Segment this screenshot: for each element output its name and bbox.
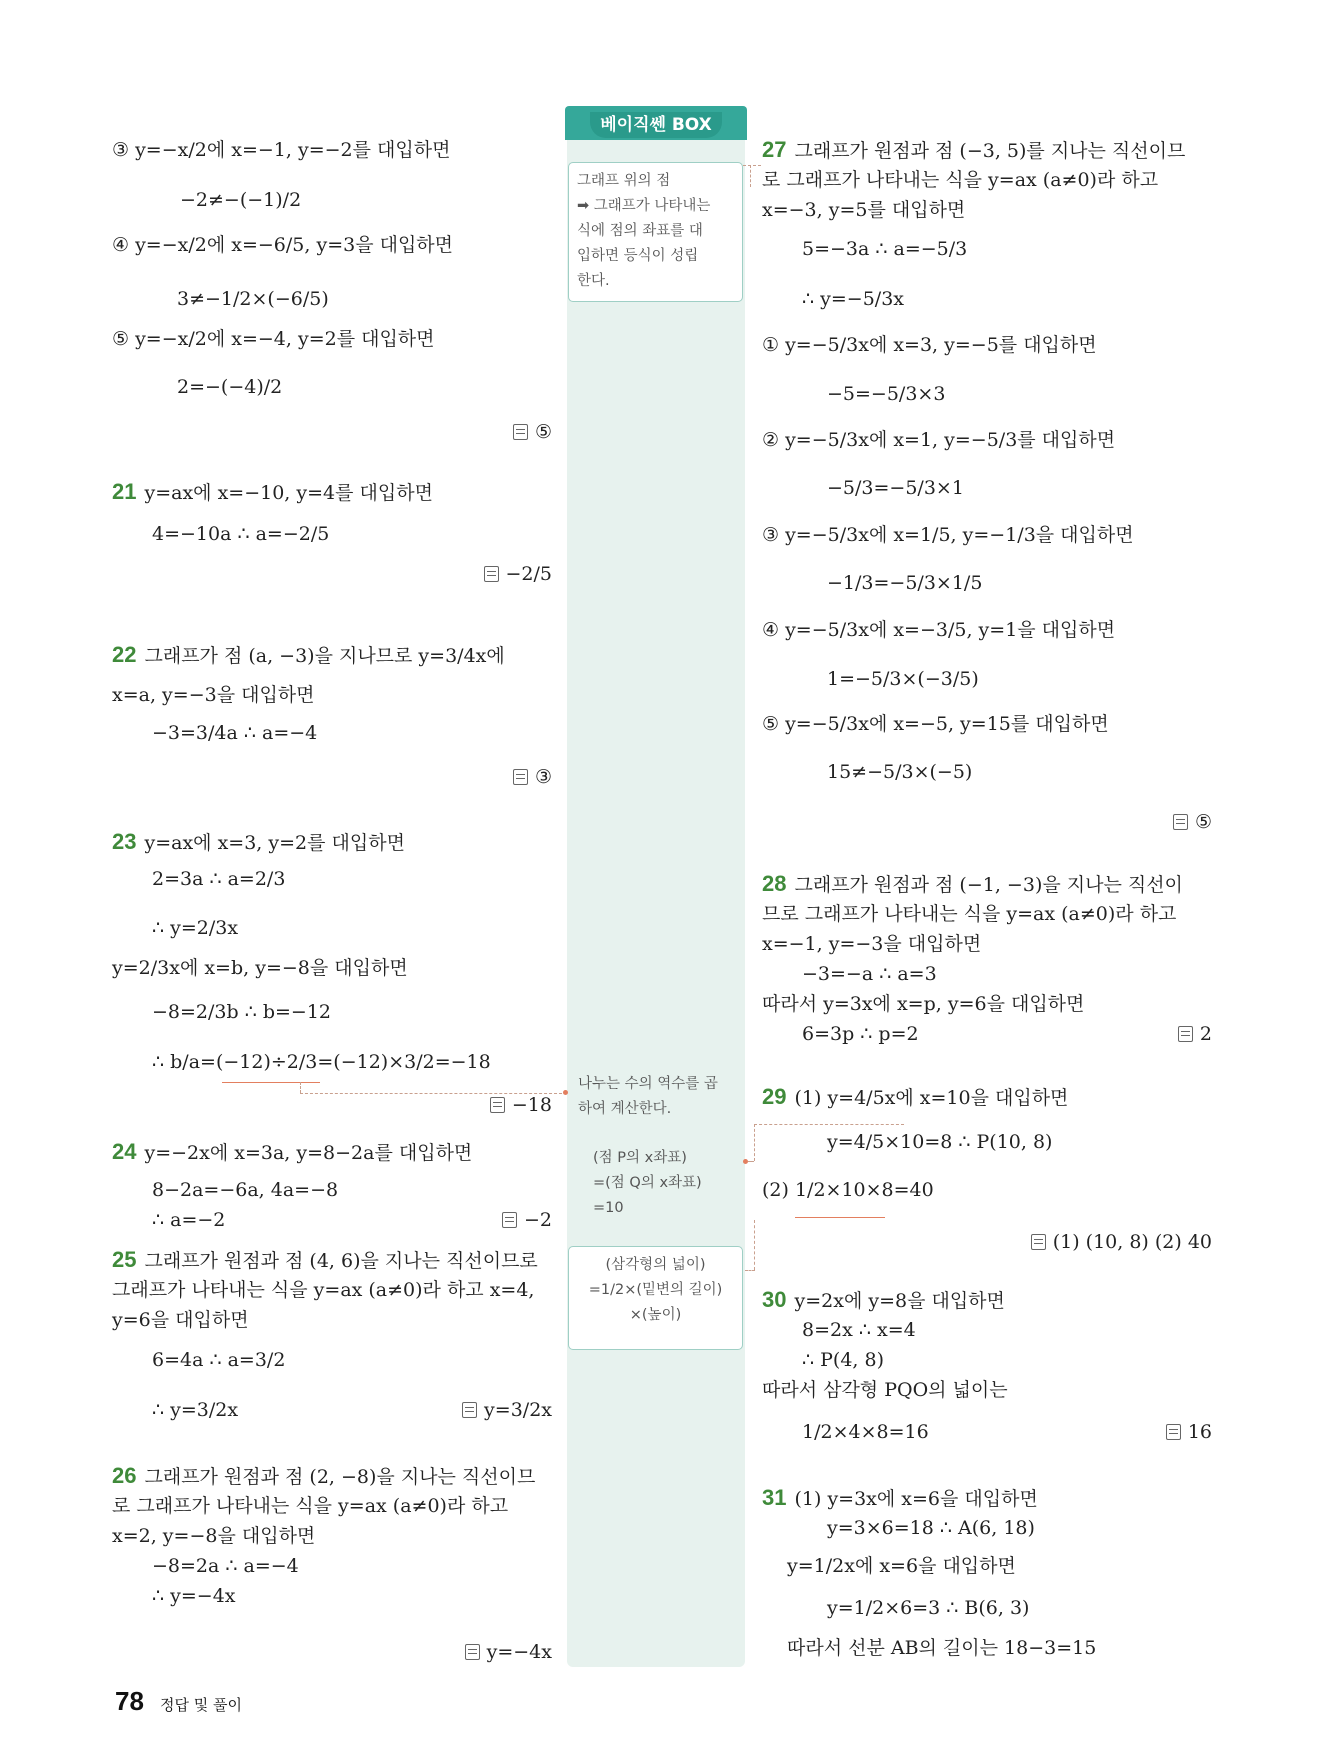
basic-box-column (567, 112, 745, 1667)
note-line: 식에 점의 좌표를 대 (577, 223, 703, 239)
note-line: ×(높이) (629, 1307, 682, 1323)
connector-dot (563, 1090, 568, 1095)
connector-line (748, 1161, 754, 1162)
box-title: 베이직쎈 BOX (590, 112, 722, 138)
answer-icon (502, 1212, 517, 1228)
problem-text: 그래프가 원점과 점 (−1, −3)을 지나는 직선이 (794, 874, 1183, 896)
solution-line: 5=−3a ∴ a=−5/3 (802, 238, 968, 260)
solution-line: 6=4a ∴ a=3/2 (152, 1349, 286, 1371)
solution-line: −8=2a ∴ a=−4 (152, 1555, 299, 1577)
solution-line: x=−1, y=−3을 대입하면 (762, 933, 982, 955)
problem-number: 21 (112, 479, 137, 504)
solution-line: 1=−5/3×(−3/5) (827, 668, 979, 690)
solution-line: ⑤ y=−5/3x에 x=−5, y=15를 대입하면 (762, 713, 1109, 735)
answer-icon (484, 566, 499, 582)
problem-text: y=2x에 y=8을 대입하면 (794, 1290, 1005, 1312)
answer-value: 2 (1199, 1023, 1212, 1045)
connector-line (745, 1270, 755, 1271)
solution-line: ② y=−5/3x에 x=1, y=−5/3를 대입하면 (762, 429, 1116, 451)
problem-heading (762, 1486, 1038, 1511)
problem-number: 26 (112, 1463, 137, 1488)
note-line: =(점 Q의 x좌표) (593, 1175, 702, 1191)
problem-number: 25 (112, 1247, 137, 1272)
problem-text: 그래프가 원점과 점 (−3, 5)를 지나는 직선이므 (794, 140, 1186, 162)
answer-value: −18 (511, 1094, 552, 1116)
answer-value: ⑤ (1194, 811, 1212, 833)
box-note-triangle-area (568, 1246, 743, 1350)
solution-line: −1/3=−5/3×1/5 (827, 572, 983, 594)
problem-number: 31 (762, 1485, 787, 1510)
problem-heading (112, 643, 505, 668)
problem-text: 그래프가 원점과 점 (2, −8)을 지나는 직선이므 (144, 1466, 536, 1488)
solution-line: 1/2×4×8=16 (802, 1421, 929, 1443)
connector-line (754, 1220, 755, 1270)
answer-icon (1166, 1424, 1181, 1440)
answer-icon (513, 769, 528, 785)
answer-icon (1178, 1026, 1193, 1042)
problem-heading (762, 138, 1185, 163)
problem-heading (762, 872, 1183, 897)
solution-line: 15≠−5/3×(−5) (827, 761, 973, 783)
problem-heading (112, 830, 405, 855)
problem-heading (112, 1248, 538, 1273)
answer-icon (513, 424, 528, 440)
solution-line: 그래프가 나타내는 식을 y=ax (a≠0)라 하고 x=4, (112, 1279, 535, 1301)
solution-line: 3≠−1/2×(−6/5) (177, 288, 329, 310)
note-line: =1/2×(밑변의 길이) (588, 1282, 723, 1298)
solution-line: y=3×6=18 ∴ A(6, 18) (827, 1517, 1035, 1539)
problem-text: y=−2x에 x=3a, y=8−2a를 대입하면 (144, 1142, 473, 1164)
answer-mark (465, 1640, 552, 1664)
note-line: 한다. (577, 273, 610, 289)
underline-mark (795, 1217, 885, 1218)
answer-mark (1178, 1022, 1212, 1046)
answer-mark (502, 1208, 552, 1232)
answer-value: y=−4x (486, 1641, 552, 1663)
solution-line: ∴ y=3/2x (152, 1399, 239, 1421)
solution-line: x=−3, y=5를 대입하면 (762, 199, 966, 221)
answer-value: ③ (534, 766, 552, 788)
box-note-x-coordinate (593, 1146, 743, 1221)
solution-line: 2=3a ∴ a=2/3 (152, 868, 286, 890)
problem-heading (762, 1085, 1068, 1110)
solution-line: 따라서 y=3x에 x=p, y=6을 대입하면 (762, 993, 1085, 1015)
problem-number: 27 (762, 137, 787, 162)
problem-number: 29 (762, 1084, 787, 1109)
answer-mark (484, 562, 553, 586)
problem-text: y=ax에 x=−10, y=4를 대입하면 (144, 482, 433, 504)
connector-line (754, 1124, 755, 1161)
answer-mark (513, 765, 552, 789)
note-line: =10 (593, 1200, 624, 1216)
problem-heading (112, 1464, 535, 1489)
answer-icon (1031, 1234, 1046, 1250)
problem-number: 28 (762, 871, 787, 896)
problem-text: (1) y=3x에 x=6을 대입하면 (794, 1488, 1038, 1510)
solution-line: x=2, y=−8을 대입하면 (112, 1525, 316, 1547)
problem-text: y=ax에 x=3, y=2를 대입하면 (144, 832, 405, 854)
solution-line: 므로 그래프가 나타내는 식을 y=ax (a≠0)라 하고 (762, 903, 1177, 925)
answer-mark (1173, 810, 1212, 834)
solution-line: y=1/2×6=3 ∴ B(6, 3) (827, 1597, 1030, 1619)
answer-icon (462, 1402, 477, 1418)
solution-line: ③ y=−5/3x에 x=1/5, y=−1/3을 대입하면 (762, 524, 1134, 546)
solution-line: ① y=−5/3x에 x=3, y=−5를 대입하면 (762, 334, 1097, 356)
answer-mark (1166, 1420, 1212, 1444)
answer-value: (1) (10, 8) (2) 40 (1052, 1231, 1212, 1253)
solution-line: (2) 1/2×10×8=40 (762, 1179, 934, 1201)
note-line: (삼각형의 넓이) (605, 1257, 706, 1273)
solution-line: ④ y=−5/3x에 x=−3/5, y=1을 대입하면 (762, 619, 1116, 641)
solution-line: ∴ b/a=(−12)÷2/3=(−12)×3/2=−18 (152, 1051, 491, 1073)
connector-line (743, 165, 761, 166)
answer-value: −2/5 (505, 563, 552, 585)
solution-line: 따라서 선분 AB의 길이는 18−3=15 (787, 1637, 1097, 1659)
solution-line: 따라서 삼각형 PQO의 넓이는 (762, 1379, 1008, 1401)
note-line: 그래프 위의 점 (577, 173, 671, 189)
solution-line: 2=−(−4)/2 (177, 376, 283, 398)
page-number: 78 (115, 1686, 144, 1716)
answer-icon (490, 1097, 505, 1113)
problem-text: 그래프가 점 (a, −3)을 지나므로 y=3/4x에 (144, 645, 505, 667)
solution-line: −5=−5/3×3 (827, 383, 946, 405)
answer-value: −2 (523, 1209, 552, 1231)
solution-line: x=a, y=−3을 대입하면 (112, 684, 315, 706)
answer-icon (465, 1644, 480, 1660)
answer-mark (462, 1398, 552, 1422)
solution-line: ∴ y=2/3x (152, 917, 239, 939)
solution-line: y=4/5×10=8 ∴ P(10, 8) (827, 1131, 1053, 1153)
note-line: (점 P의 x좌표) (593, 1150, 687, 1166)
answer-mark (1031, 1230, 1212, 1254)
solution-line: ∴ y=−5/3x (802, 288, 904, 310)
solution-line: y=1/2x에 x=6을 대입하면 (787, 1555, 1016, 1577)
solution-line: −3=−a ∴ a=3 (802, 963, 937, 985)
solution-line: 6=3p ∴ p=2 (802, 1023, 919, 1045)
answer-icon (1173, 814, 1188, 830)
solution-line: 로 그래프가 나타내는 식을 y=ax (a≠0)라 하고 (762, 169, 1159, 191)
answer-value: ⑤ (534, 421, 552, 443)
solution-line: −2≠−(−1)/2 (180, 189, 302, 211)
connector-line (754, 1124, 904, 1125)
solution-line: −5/3=−5/3×1 (827, 477, 964, 499)
solution-line: ∴ P(4, 8) (802, 1349, 884, 1371)
solution-line: −3=3/4a ∴ a=−4 (152, 722, 318, 744)
solution-line: ④ y=−x/2에 x=−6/5, y=3을 대입하면 (112, 234, 454, 256)
answer-mark (490, 1093, 552, 1117)
connector-line (300, 1082, 301, 1093)
box-note-graph-point (568, 162, 743, 302)
solution-line: y=2/3x에 x=b, y=−8을 대입하면 (112, 957, 408, 979)
solution-line: 로 그래프가 나타내는 식을 y=ax (a≠0)라 하고 (112, 1495, 509, 1517)
problem-number: 24 (112, 1139, 137, 1164)
underline-mark (222, 1082, 320, 1083)
solution-line: ③ y=−x/2에 x=−1, y=−2를 대입하면 (112, 139, 451, 161)
problem-heading (762, 1288, 1005, 1313)
note-line: 하여 계산한다. (578, 1101, 672, 1117)
problem-text: (1) y=4/5x에 x=10을 대입하면 (794, 1087, 1069, 1109)
problem-number: 23 (112, 829, 137, 854)
connector-line (750, 165, 751, 187)
box-note-reciprocal (578, 1072, 743, 1122)
problem-number: 22 (112, 642, 137, 667)
note-line: 입하면 등식이 성립 (577, 248, 699, 264)
answer-value: y=3/2x (484, 1399, 552, 1421)
page-footer-label: 정답 및 풀이 (160, 1696, 242, 1714)
solution-line: 4=−10a ∴ a=−2/5 (152, 523, 330, 545)
solution-line: ∴ a=−2 (152, 1209, 226, 1231)
problem-heading (112, 480, 433, 505)
solution-line: −8=2/3b ∴ b=−12 (152, 1001, 332, 1023)
note-line: ➡ 그래프가 나타내는 (577, 198, 711, 214)
solution-line: 8−2a=−6a, 4a=−8 (152, 1179, 339, 1201)
solution-line: y=6을 대입하면 (112, 1309, 249, 1331)
answer-value: 16 (1187, 1421, 1212, 1443)
note-line: 나누는 수의 역수를 곱 (578, 1076, 718, 1092)
problem-text: 그래프가 원점과 점 (4, 6)을 지나는 직선이므로 (144, 1250, 538, 1272)
problem-number: 30 (762, 1287, 787, 1312)
problem-heading (112, 1140, 472, 1165)
solution-line: ∴ y=−4x (152, 1585, 236, 1607)
solution-line: ⑤ y=−x/2에 x=−4, y=2를 대입하면 (112, 328, 435, 350)
answer-mark (513, 420, 552, 444)
solution-line: 8=2x ∴ x=4 (802, 1319, 916, 1341)
